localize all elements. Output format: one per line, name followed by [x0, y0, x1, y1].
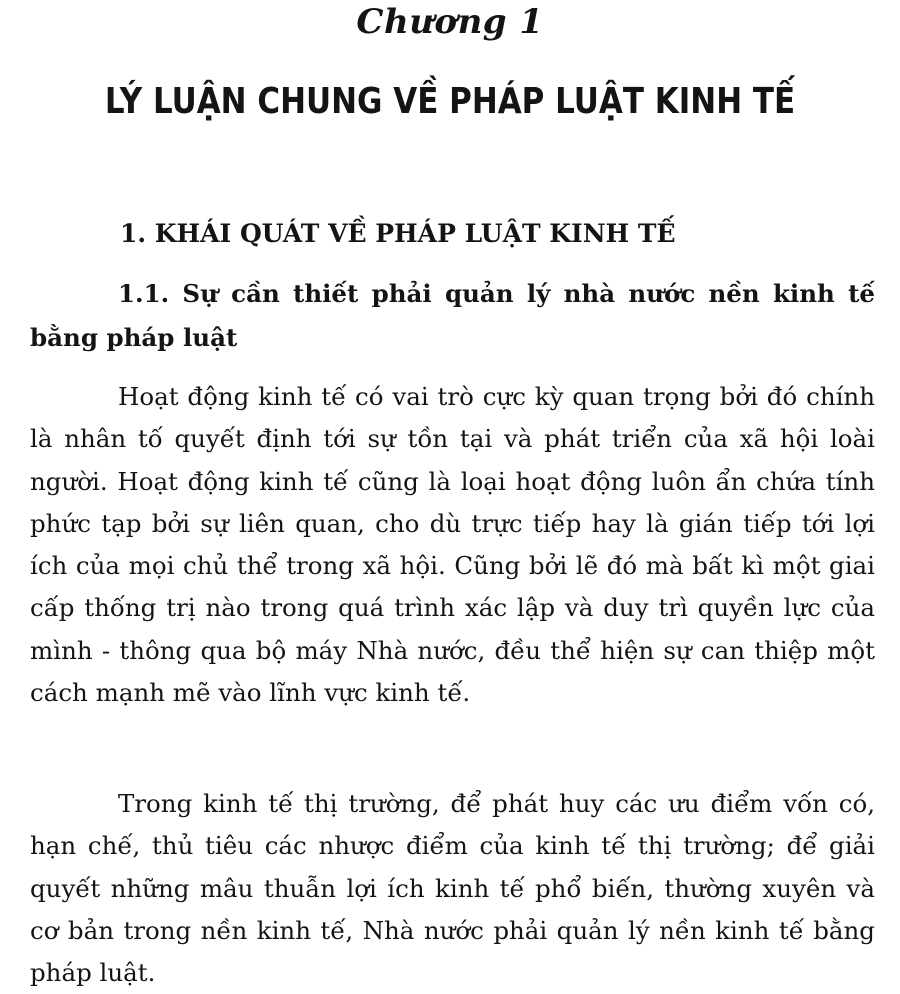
paragraph-1: Hoạt động kinh tế có vai trò cực kỳ quan trọng bởi đó chính là nhân tố quyết định tới sự tồn tại và phát triển của xã hội loài người. Hoạt động kinh tế cũng là loại hoạt động luôn ẩn chứa tính phức tạp bởi sự liên quan, cho dù trực tiếp hay là gián tiếp tới lợi ích của mọi chủ thể trong xã hội. Cũng bởi lẽ đó mà bất kì một giai cấp thống trị nào trong quá trình xác lập và duy trì quyền lực của mình - thông qua bộ máy Nhà nước, đều thể hiện sự can thiệp một cách mạnh mẽ vào lĩnh vực kinh tế. [30, 382, 875, 708]
section-heading: 1. KHÁI QUÁT VỀ PHÁP LUẬT KINH TẾ [120, 219, 676, 248]
chapter-title: LÝ LUẬN CHUNG VỀ PHÁP LUẬT KINH TẾ [104, 81, 796, 122]
subsection-heading: 1.1. Sự cần thiết phải quản lý nhà nước nền kinh tế bằng pháp luật [30, 279, 875, 352]
chapter-label: Chương 1 [356, 2, 544, 42]
paragraph-2: Trong kinh tế thị trường, để phát huy các ưu điểm vốn có, hạn chế, thủ tiêu các nhược điểm của kinh tế thị trường; để giải quyết những mâu thuẫn lợi ích kinh tế phổ biến, thường xuyên và cơ bản trong nền kinh tế, Nhà nước phải quản lý nền kinh tế bằng pháp luật. [30, 789, 875, 988]
